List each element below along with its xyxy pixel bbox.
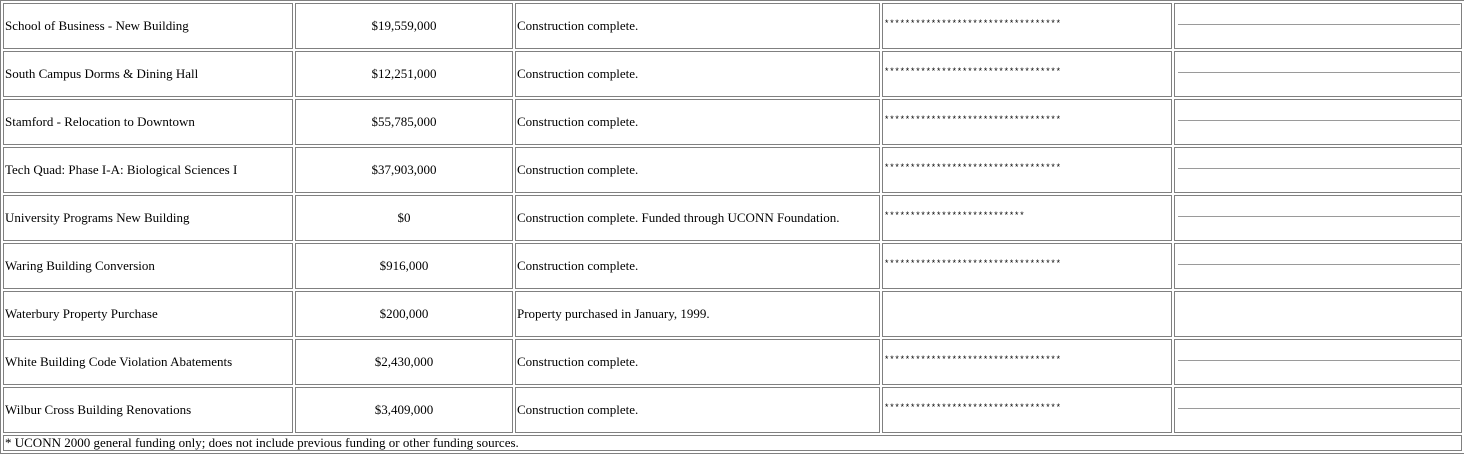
- progress-bar-cell: [1174, 243, 1462, 289]
- progress-stars: **********************************: [884, 163, 1061, 173]
- status-cell: Construction complete.: [515, 339, 880, 385]
- funding-amount-cell: $3,409,000: [295, 387, 513, 433]
- status-cell: Construction complete.: [515, 51, 880, 97]
- table-row: [3, 99, 1462, 145]
- progress-bar-wrap: [1176, 244, 1460, 288]
- table-row: [3, 243, 1462, 289]
- progress-stars-cell: [882, 147, 1172, 193]
- status-cell: Construction complete.: [515, 147, 880, 193]
- footnote: * UCONN 2000 general funding only; does not include previous funding or other funding sources.: [3, 435, 1462, 451]
- progress-stars-cell: [882, 99, 1172, 145]
- project-name-cell: South Campus Dorms & Dining Hall: [3, 51, 293, 97]
- progress-bar-cell: [1174, 387, 1462, 433]
- progress-stars-cell: [882, 51, 1172, 97]
- progress-stars-cell: [882, 339, 1172, 385]
- progress-stars: **********************************: [884, 355, 1061, 365]
- progress-bar-line: [1178, 168, 1460, 169]
- progress-stars: ***************************: [884, 211, 1025, 221]
- table-row: [3, 3, 1462, 49]
- funding-amount-cell: $0: [295, 195, 513, 241]
- table-row: [3, 195, 1462, 241]
- project-name-cell: University Programs New Building: [3, 195, 293, 241]
- progress-bar-line: [1178, 408, 1460, 409]
- project-name-cell: School of Business - New Building: [3, 3, 293, 49]
- progress-bar-line: [1178, 264, 1460, 265]
- funding-amount-cell: $37,903,000: [295, 147, 513, 193]
- project-name-cell: White Building Code Violation Abatements: [3, 339, 293, 385]
- project-name-cell: Stamford - Relocation to Downtown: [3, 99, 293, 145]
- table-row: [3, 147, 1462, 193]
- progress-bar-cell: [1174, 99, 1462, 145]
- progress-bar-cell: [1174, 51, 1462, 97]
- progress-bar-wrap: [1176, 388, 1460, 432]
- progress-stars: **********************************: [884, 19, 1061, 29]
- progress-bar-cell: [1174, 291, 1462, 337]
- progress-stars-cell: [882, 243, 1172, 289]
- funding-amount-cell: $12,251,000: [295, 51, 513, 97]
- progress-bar-line: [1178, 120, 1460, 121]
- table-row: [3, 387, 1462, 433]
- progress-bar-line: [1178, 216, 1460, 217]
- progress-bar-wrap: [1176, 100, 1460, 144]
- progress-bar-line: [1178, 360, 1460, 361]
- progress-bar-wrap: [1176, 52, 1460, 96]
- funding-amount-cell: $2,430,000: [295, 339, 513, 385]
- progress-bar-wrap: [1176, 292, 1460, 336]
- table-row: [3, 339, 1462, 385]
- progress-stars: **********************************: [884, 115, 1061, 125]
- status-cell: Construction complete. Funded through UCONN Foundation.: [515, 195, 880, 241]
- project-name-cell: Waterbury Property Purchase: [3, 291, 293, 337]
- project-name-cell: Wilbur Cross Building Renovations: [3, 387, 293, 433]
- progress-stars-cell: [882, 291, 1172, 337]
- progress-bar-wrap: [1176, 4, 1460, 48]
- progress-stars-cell: [882, 387, 1172, 433]
- progress-bar-wrap: [1176, 340, 1460, 384]
- funding-amount-cell: $55,785,000: [295, 99, 513, 145]
- progress-bar-line: [1178, 24, 1460, 25]
- table-row: [3, 51, 1462, 97]
- progress-bar-cell: [1174, 147, 1462, 193]
- projects-table-body: [3, 3, 1462, 451]
- progress-bar-cell: [1174, 339, 1462, 385]
- funding-amount-cell: $19,559,000: [295, 3, 513, 49]
- status-cell: Construction complete.: [515, 243, 880, 289]
- progress-stars: **********************************: [884, 67, 1061, 77]
- progress-stars: **********************************: [884, 403, 1061, 413]
- status-cell: Construction complete.: [515, 99, 880, 145]
- progress-bar-cell: [1174, 195, 1462, 241]
- progress-stars-cell: [882, 3, 1172, 49]
- project-name-cell: Waring Building Conversion: [3, 243, 293, 289]
- progress-bar-wrap: [1176, 196, 1460, 240]
- status-cell: Property purchased in January, 1999.: [515, 291, 880, 337]
- status-cell: Construction complete.: [515, 387, 880, 433]
- progress-bar-line: [1178, 72, 1460, 73]
- progress-stars-cell: [882, 195, 1172, 241]
- table-row: [3, 291, 1462, 337]
- status-cell: Construction complete.: [515, 3, 880, 49]
- progress-stars: **********************************: [884, 259, 1061, 269]
- progress-bar-wrap: [1176, 148, 1460, 192]
- footnote-row: [3, 435, 1462, 451]
- project-name-cell: Tech Quad: Phase I-A: Biological Sciences I: [3, 147, 293, 193]
- funding-amount-cell: $200,000: [295, 291, 513, 337]
- funding-amount-cell: $916,000: [295, 243, 513, 289]
- progress-bar-cell: [1174, 3, 1462, 49]
